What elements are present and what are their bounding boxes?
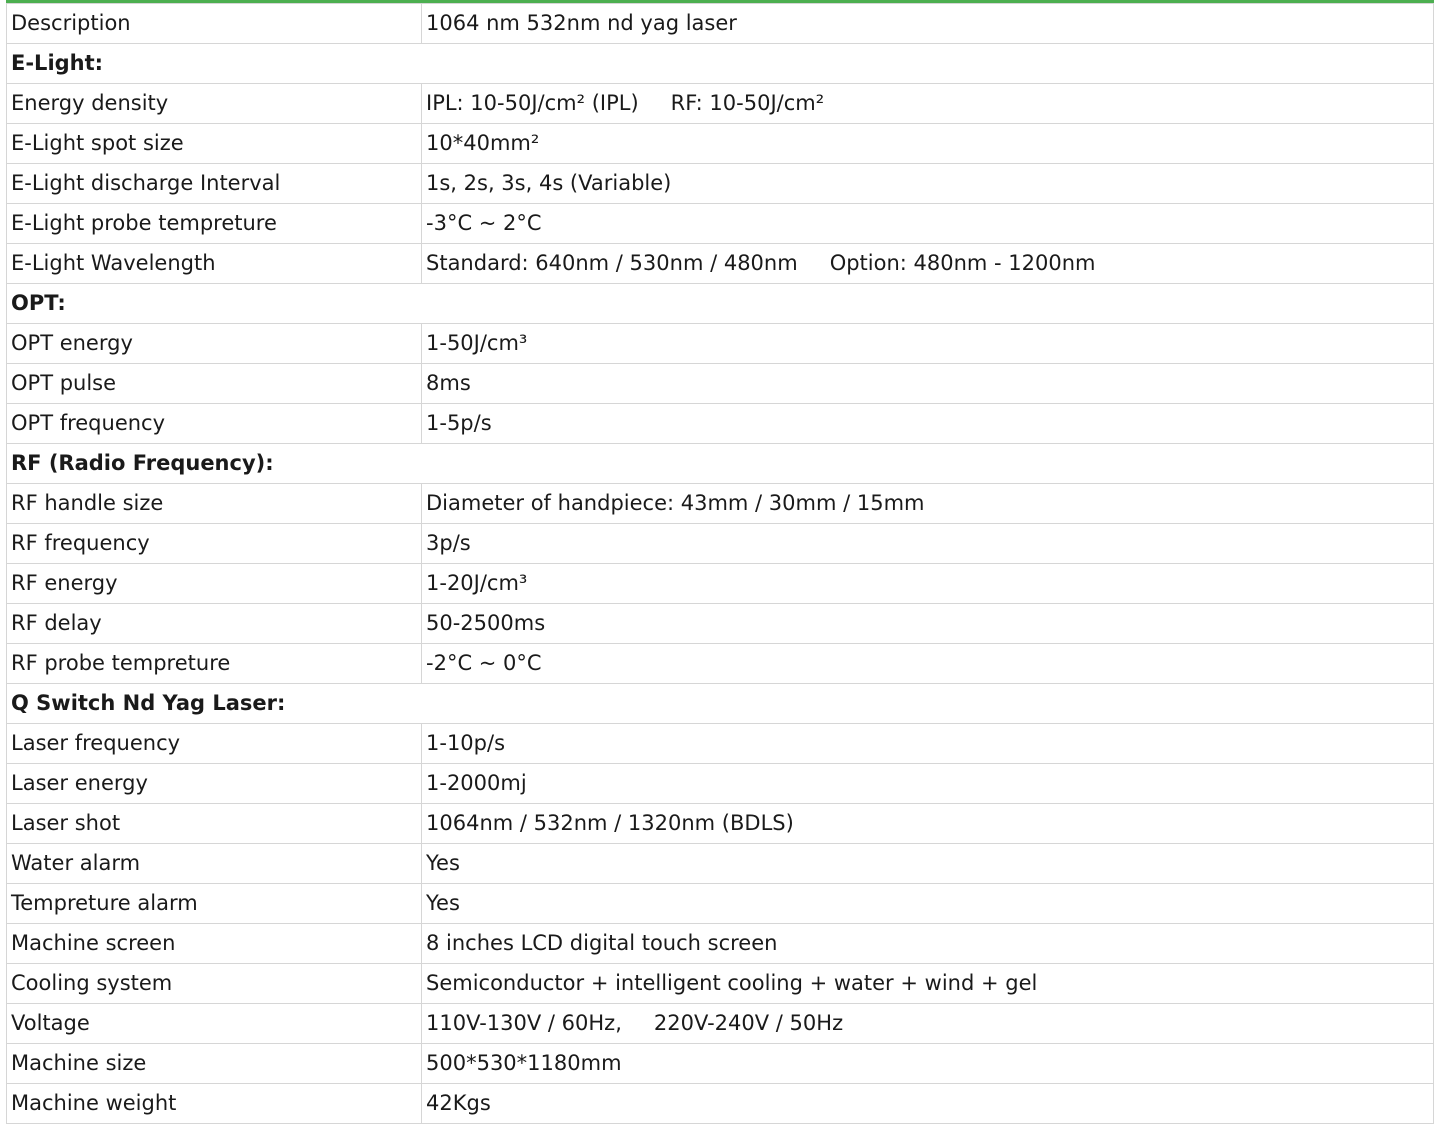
spec-label: RF energy [7, 564, 422, 604]
spec-label: Tempreture alarm [7, 884, 422, 924]
spec-label: E-Light probe tempreture [7, 204, 422, 244]
spec-value-cell [422, 644, 1434, 684]
spec-value-cell [422, 204, 1434, 244]
spec-value-cell [422, 564, 1434, 604]
spec-value-cell [422, 844, 1434, 884]
spec-value: 10*40mm² [426, 131, 540, 155]
spec-value-cell [422, 4, 1434, 44]
spec-value-cell [422, 404, 1434, 444]
spec-value-cell [422, 364, 1434, 404]
spec-label: E-Light Wavelength [7, 244, 422, 284]
spec-value-cell [422, 1084, 1434, 1124]
table-row [7, 124, 1434, 164]
spec-value-cell [422, 84, 1434, 124]
section-heading: OPT: [7, 284, 1434, 324]
spec-value-secondary: 220V-240V / 50Hz [653, 1011, 844, 1035]
spec-value: Semiconductor + intelligent cooling + water + wind + gel [426, 971, 1038, 995]
table-row [7, 324, 1434, 364]
spec-value-cell [422, 164, 1434, 204]
spec-label: OPT energy [7, 324, 422, 364]
table-row [7, 1004, 1434, 1044]
table-row [7, 644, 1434, 684]
spec-value: IPL: 10-50J/cm² (IPL) [426, 91, 639, 115]
table-row [7, 204, 1434, 244]
spec-value-cell [422, 524, 1434, 564]
section-heading: RF (Radio Frequency): [7, 444, 1434, 484]
spec-value-cell [422, 124, 1434, 164]
spec-value-cell [422, 484, 1434, 524]
section-row [7, 44, 1434, 84]
spec-label: OPT frequency [7, 404, 422, 444]
section-row [7, 284, 1434, 324]
spec-value: 3p/s [426, 531, 471, 555]
spec-value-secondary: RF: 10-50J/cm² [670, 91, 825, 115]
spec-label: Laser shot [7, 804, 422, 844]
spec-value: 500*530*1180mm [426, 1051, 622, 1075]
spec-value-cell [422, 1004, 1434, 1044]
table-row [7, 844, 1434, 884]
table-row [7, 964, 1434, 1004]
table-row [7, 404, 1434, 444]
spec-value: Standard: 640nm / 530nm / 480nm [426, 251, 798, 275]
spec-value-cell [422, 804, 1434, 844]
spec-label: RF frequency [7, 524, 422, 564]
spec-table [6, 3, 1434, 1124]
table-row [7, 524, 1434, 564]
spec-value-cell [422, 244, 1434, 284]
table-row [7, 924, 1434, 964]
table-row [7, 4, 1434, 44]
spec-label: OPT pulse [7, 364, 422, 404]
spec-value: 1-50J/cm³ [426, 331, 528, 355]
spec-value: 1-5p/s [426, 411, 492, 435]
spec-value: Yes [426, 891, 460, 915]
spec-label: E-Light discharge Interval [7, 164, 422, 204]
spec-value-secondary: Option: 480nm - 1200nm [829, 251, 1096, 275]
spec-label: Energy density [7, 84, 422, 124]
table-row [7, 1044, 1434, 1084]
spec-value: 1s, 2s, 3s, 4s (Variable) [426, 171, 672, 195]
table-row [7, 884, 1434, 924]
spec-value: Yes [426, 851, 460, 875]
section-row [7, 684, 1434, 724]
table-row [7, 564, 1434, 604]
spec-label: RF probe tempreture [7, 644, 422, 684]
spec-value-cell [422, 604, 1434, 644]
spec-label: E-Light spot size [7, 124, 422, 164]
spec-value-cell [422, 724, 1434, 764]
spec-label: Machine size [7, 1044, 422, 1084]
spec-value-cell [422, 764, 1434, 804]
table-row [7, 84, 1434, 124]
spec-value: -3°C ~ 2°C [426, 211, 542, 235]
spec-label: Voltage [7, 1004, 422, 1044]
spec-value-cell [422, 1044, 1434, 1084]
table-row [7, 1084, 1434, 1124]
spec-value: 1064nm / 532nm / 1320nm (BDLS) [426, 811, 794, 835]
section-row [7, 444, 1434, 484]
spec-value: 8 inches LCD digital touch screen [426, 931, 778, 955]
spec-label: Water alarm [7, 844, 422, 884]
table-row [7, 364, 1434, 404]
spec-value-cell [422, 964, 1434, 1004]
spec-value: 8ms [426, 371, 471, 395]
spec-value: -2°C ~ 0°C [426, 651, 542, 675]
spec-value: 110V-130V / 60Hz, [426, 1011, 622, 1035]
spec-label: Cooling system [7, 964, 422, 1004]
table-row [7, 724, 1434, 764]
table-row [7, 164, 1434, 204]
section-heading: Q Switch Nd Yag Laser: [7, 684, 1434, 724]
spec-value: Diameter of handpiece: 43mm / 30mm / 15mm [426, 491, 925, 515]
spec-value: 1064 nm 532nm nd yag laser [426, 11, 737, 35]
spec-label: Machine weight [7, 1084, 422, 1124]
spec-value-cell [422, 884, 1434, 924]
spec-label: RF delay [7, 604, 422, 644]
spec-value: 1-2000mj [426, 771, 527, 795]
spec-label: Laser frequency [7, 724, 422, 764]
spec-value: 50-2500ms [426, 611, 546, 635]
table-row [7, 484, 1434, 524]
spec-value: 1-10p/s [426, 731, 506, 755]
spec-table-body [7, 4, 1434, 1124]
spec-value: 1-20J/cm³ [426, 571, 528, 595]
spec-label: RF handle size [7, 484, 422, 524]
section-heading: E-Light: [7, 44, 1434, 84]
table-row [7, 244, 1434, 284]
table-row [7, 804, 1434, 844]
spec-value: 42Kgs [426, 1091, 491, 1115]
table-row [7, 604, 1434, 644]
spec-value-cell [422, 324, 1434, 364]
spec-label: Laser energy [7, 764, 422, 804]
spec-label: Machine screen [7, 924, 422, 964]
spec-label: Description [7, 4, 422, 44]
spec-value-cell [422, 924, 1434, 964]
table-row [7, 764, 1434, 804]
